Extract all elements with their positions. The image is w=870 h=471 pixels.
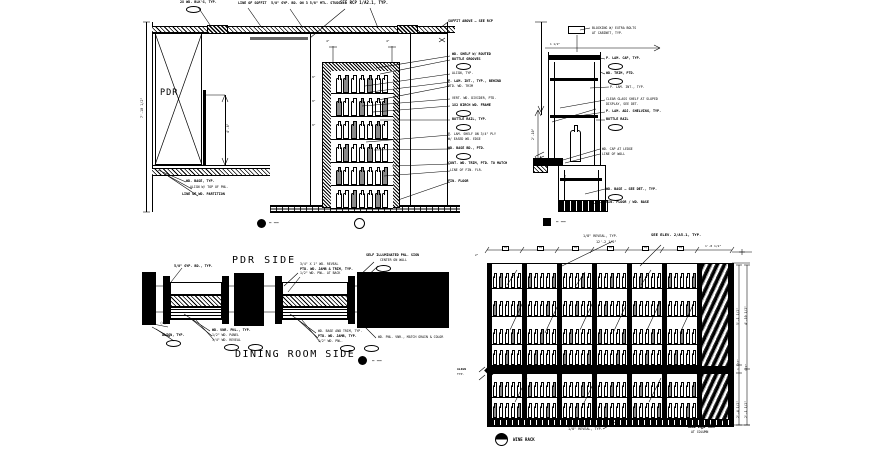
annotation-text: 2'-4 1/2": [736, 400, 740, 418]
annotation-layer: [140, 252, 470, 377]
annotation-text: 4": [326, 39, 330, 43]
annotation-text: — ——: [556, 219, 566, 224]
annotation-text: 9": [312, 99, 316, 103]
annotation-text: CENTER ON WALL: [380, 258, 407, 262]
detail-bubble: [608, 78, 623, 85]
annotation-text: TYP.: [457, 372, 465, 376]
annotation-text: ALIGN, TYP.: [162, 333, 185, 337]
annotation-text: LINE OF FIN. FLR.: [450, 168, 483, 172]
detail-bubble: [376, 265, 391, 272]
annotation-text: — ——: [269, 220, 279, 225]
annotation-text: SEE ELEV. 2/A5.1, TYP.: [651, 232, 702, 237]
annotation-text: 2'-1 1/2": [744, 400, 748, 418]
annotation-text: 3/4" X 1" WD. REVEAL: [300, 262, 339, 266]
plan-detail: [140, 252, 470, 377]
annotation-text: P. LAM. CAP, TYP.: [606, 56, 641, 60]
annotation-text: 4'-6": [226, 123, 230, 133]
annotation-text: EQ: [644, 246, 648, 249]
detail-bubble: [456, 63, 471, 70]
detail-bubble: [608, 124, 623, 131]
detail-bubble: [456, 124, 471, 131]
annotation-text: FIN. FLOOR / WD. BASE: [606, 200, 649, 204]
annotation-text: WINE RACK: [513, 437, 535, 442]
detail-bubble: [224, 344, 239, 351]
annotation-text: ALIGN: [457, 367, 467, 371]
annotation-text: LINE OF WD. PARTITION: [182, 192, 225, 196]
annotation-text: PTD. WD. JAMB, TYP.: [318, 334, 357, 338]
annotation-text: CLEAR GLASS SHELF AT SLOPED: [606, 97, 658, 101]
detail-bubble: [340, 345, 355, 352]
annotation-text: WD. BASE — SEE DET., TYP.: [606, 187, 658, 191]
pdr-wall-elevation: [140, 0, 530, 240]
annotation-text: 1/2" WD. PNL. AT BACK: [300, 271, 341, 275]
annotation-text: EQ: [539, 246, 543, 249]
annotation-text: ALIGN, TYP.: [452, 71, 474, 75]
detail-bubble: [248, 344, 263, 351]
annotation-text: 2X WD. BLK'G, TYP.: [180, 0, 217, 4]
annotation-text: SOFFIT ABOVE — SEE RCP: [448, 19, 493, 23]
annotation-text: — ——: [372, 358, 382, 363]
annotation-text: LINE OF WALL: [602, 152, 626, 156]
annotation-text: 4": [386, 39, 390, 43]
annotation-text: 1'-8 1/2": [705, 244, 722, 248]
annotation-text: P. LAM. SHELF ON 3/4" PLY: [448, 132, 496, 136]
annotation-text: CONT. WD. TRIM, PTD. TO MATCH: [448, 161, 508, 165]
detail-bubble: [364, 345, 379, 352]
annotation-text: W/ EASED WD. EDGE: [448, 136, 481, 141]
pdr-door-label: PDR: [160, 88, 179, 98]
annotation-text: 1/4" WD. REVEAL: [212, 337, 241, 342]
annotation-text: 1/8" REVEAL, TYP.: [583, 234, 618, 238]
annotation-text: EQ: [679, 246, 683, 249]
annotation-text: DISPLAY, SEE DET.: [606, 101, 639, 106]
annotation-text: 1/2": [744, 363, 748, 371]
annotation-text: 9": [312, 75, 316, 79]
annotation-text: PTD. WD. JAMB & TRIM, TYP.: [300, 266, 354, 271]
annotation-text: P. LAM. INT., TYP., BEHIND: [448, 79, 502, 83]
detail-bubble: [456, 153, 471, 160]
annotation-text: 4'-10 1/2": [744, 305, 748, 325]
annotation-text: AT CABINET, TYP.: [592, 30, 623, 35]
annotation-text: 1/2" WD. PNL.: [318, 338, 343, 343]
annotation-text: 5/8" GYP. BD. ON 3 5/8" MTL. STUDS: [271, 1, 341, 5]
annotation-text: 1 1/2": [736, 359, 740, 370]
annotation-text: SEE RCP 1/A2.1, TYP.: [340, 0, 389, 5]
annotation-text: 1'-0": [563, 172, 567, 182]
annotation-text: ALIGN W/ TOP OF PNL.: [190, 185, 229, 189]
annotation-text: PTD. WD. TRIM: [448, 83, 473, 88]
detail-bubble: [166, 340, 181, 347]
pdr-side-title: PDR SIDE: [232, 255, 297, 266]
annotation-text: WD. PNL. VNR., MATCH GRAIN & COLOR: [378, 335, 444, 339]
cabinet-section-detail: [530, 10, 710, 240]
annotation-text: WD. CAP AT LEDGE: [602, 147, 633, 151]
annotation-text: WD. SHELF W/ ROUTED: [452, 52, 491, 56]
annotation-text: P. LAM. ADJ. SHELVING, TYP.: [606, 109, 662, 113]
detail-bubble: [608, 63, 623, 70]
annotation-text: FIN. FLOOR: [448, 179, 469, 183]
annotation-text: 1/2" WD. PANEL: [212, 333, 239, 337]
annotation-text: 5'-1 1/2": [736, 307, 740, 325]
annotation-text: WD. BASE, TYP.: [186, 179, 215, 183]
annotation-text: WD. BASE AND TRIM, TYP.: [318, 329, 363, 333]
annotation-text: VERT. WD. DIVIDER, PTD.: [452, 96, 497, 100]
annotation-layer: [140, 0, 530, 240]
annotation-text: WD. VNR. PNL., TYP.: [212, 328, 251, 332]
annotation-text: 2'-10": [531, 128, 535, 140]
detail-bubble: [456, 110, 471, 117]
annotation-text: EQ: [504, 246, 508, 249]
annotation-text: LINE OF SOFFIT: [238, 1, 267, 5]
annotation-text: 5/8" GYP. BD., TYP.: [174, 264, 213, 268]
annotation-text: BOTTLE RAIL: [606, 117, 629, 121]
annotation-text: BOTTLE GROOVES: [452, 56, 481, 61]
annotation-text: BLOCKING W/ EXTRA BOLTS: [592, 26, 637, 30]
annotation-text: BOTTLE RAIL, TYP.: [452, 117, 487, 121]
annotation-text: 1 1/2": [550, 42, 561, 46]
annotation-text: 1X2 BIRCH WD. FRAME: [452, 103, 491, 107]
annotation-text: 2": [475, 253, 479, 257]
annotation-text: SELF ILLUMINATED PNL. SIGN: [366, 253, 420, 257]
annotation-layer: [455, 230, 870, 471]
annotation-text: WD. BASE BD., PTD.: [448, 146, 485, 150]
annotation-layer: [530, 10, 710, 240]
annotation-text: WD. TRIM, PTD.: [606, 71, 635, 75]
annotation-text: (4): [160, 321, 167, 325]
detail-bubble: [186, 6, 201, 13]
dining-room-side-title: DINING ROOM SIDE: [235, 349, 356, 360]
annotation-text: 1/8" REVEAL, TYP.: [568, 427, 603, 431]
annotation-text: 9": [312, 123, 316, 127]
annotation-text: AT COLUMN: [691, 429, 709, 434]
annotation-text: 7'-10 1/2": [140, 97, 144, 118]
annotation-text: P. LAM. INT., TYP.: [610, 85, 645, 89]
annotation-text: 12'-2 1/2": [596, 239, 617, 244]
annotation-text: EQ: [574, 246, 578, 249]
annotation-text: EQ: [609, 246, 613, 249]
annotation-text: WOOD VNR. TRIM: [688, 425, 715, 429]
wine-rack-elevation: [455, 230, 870, 471]
